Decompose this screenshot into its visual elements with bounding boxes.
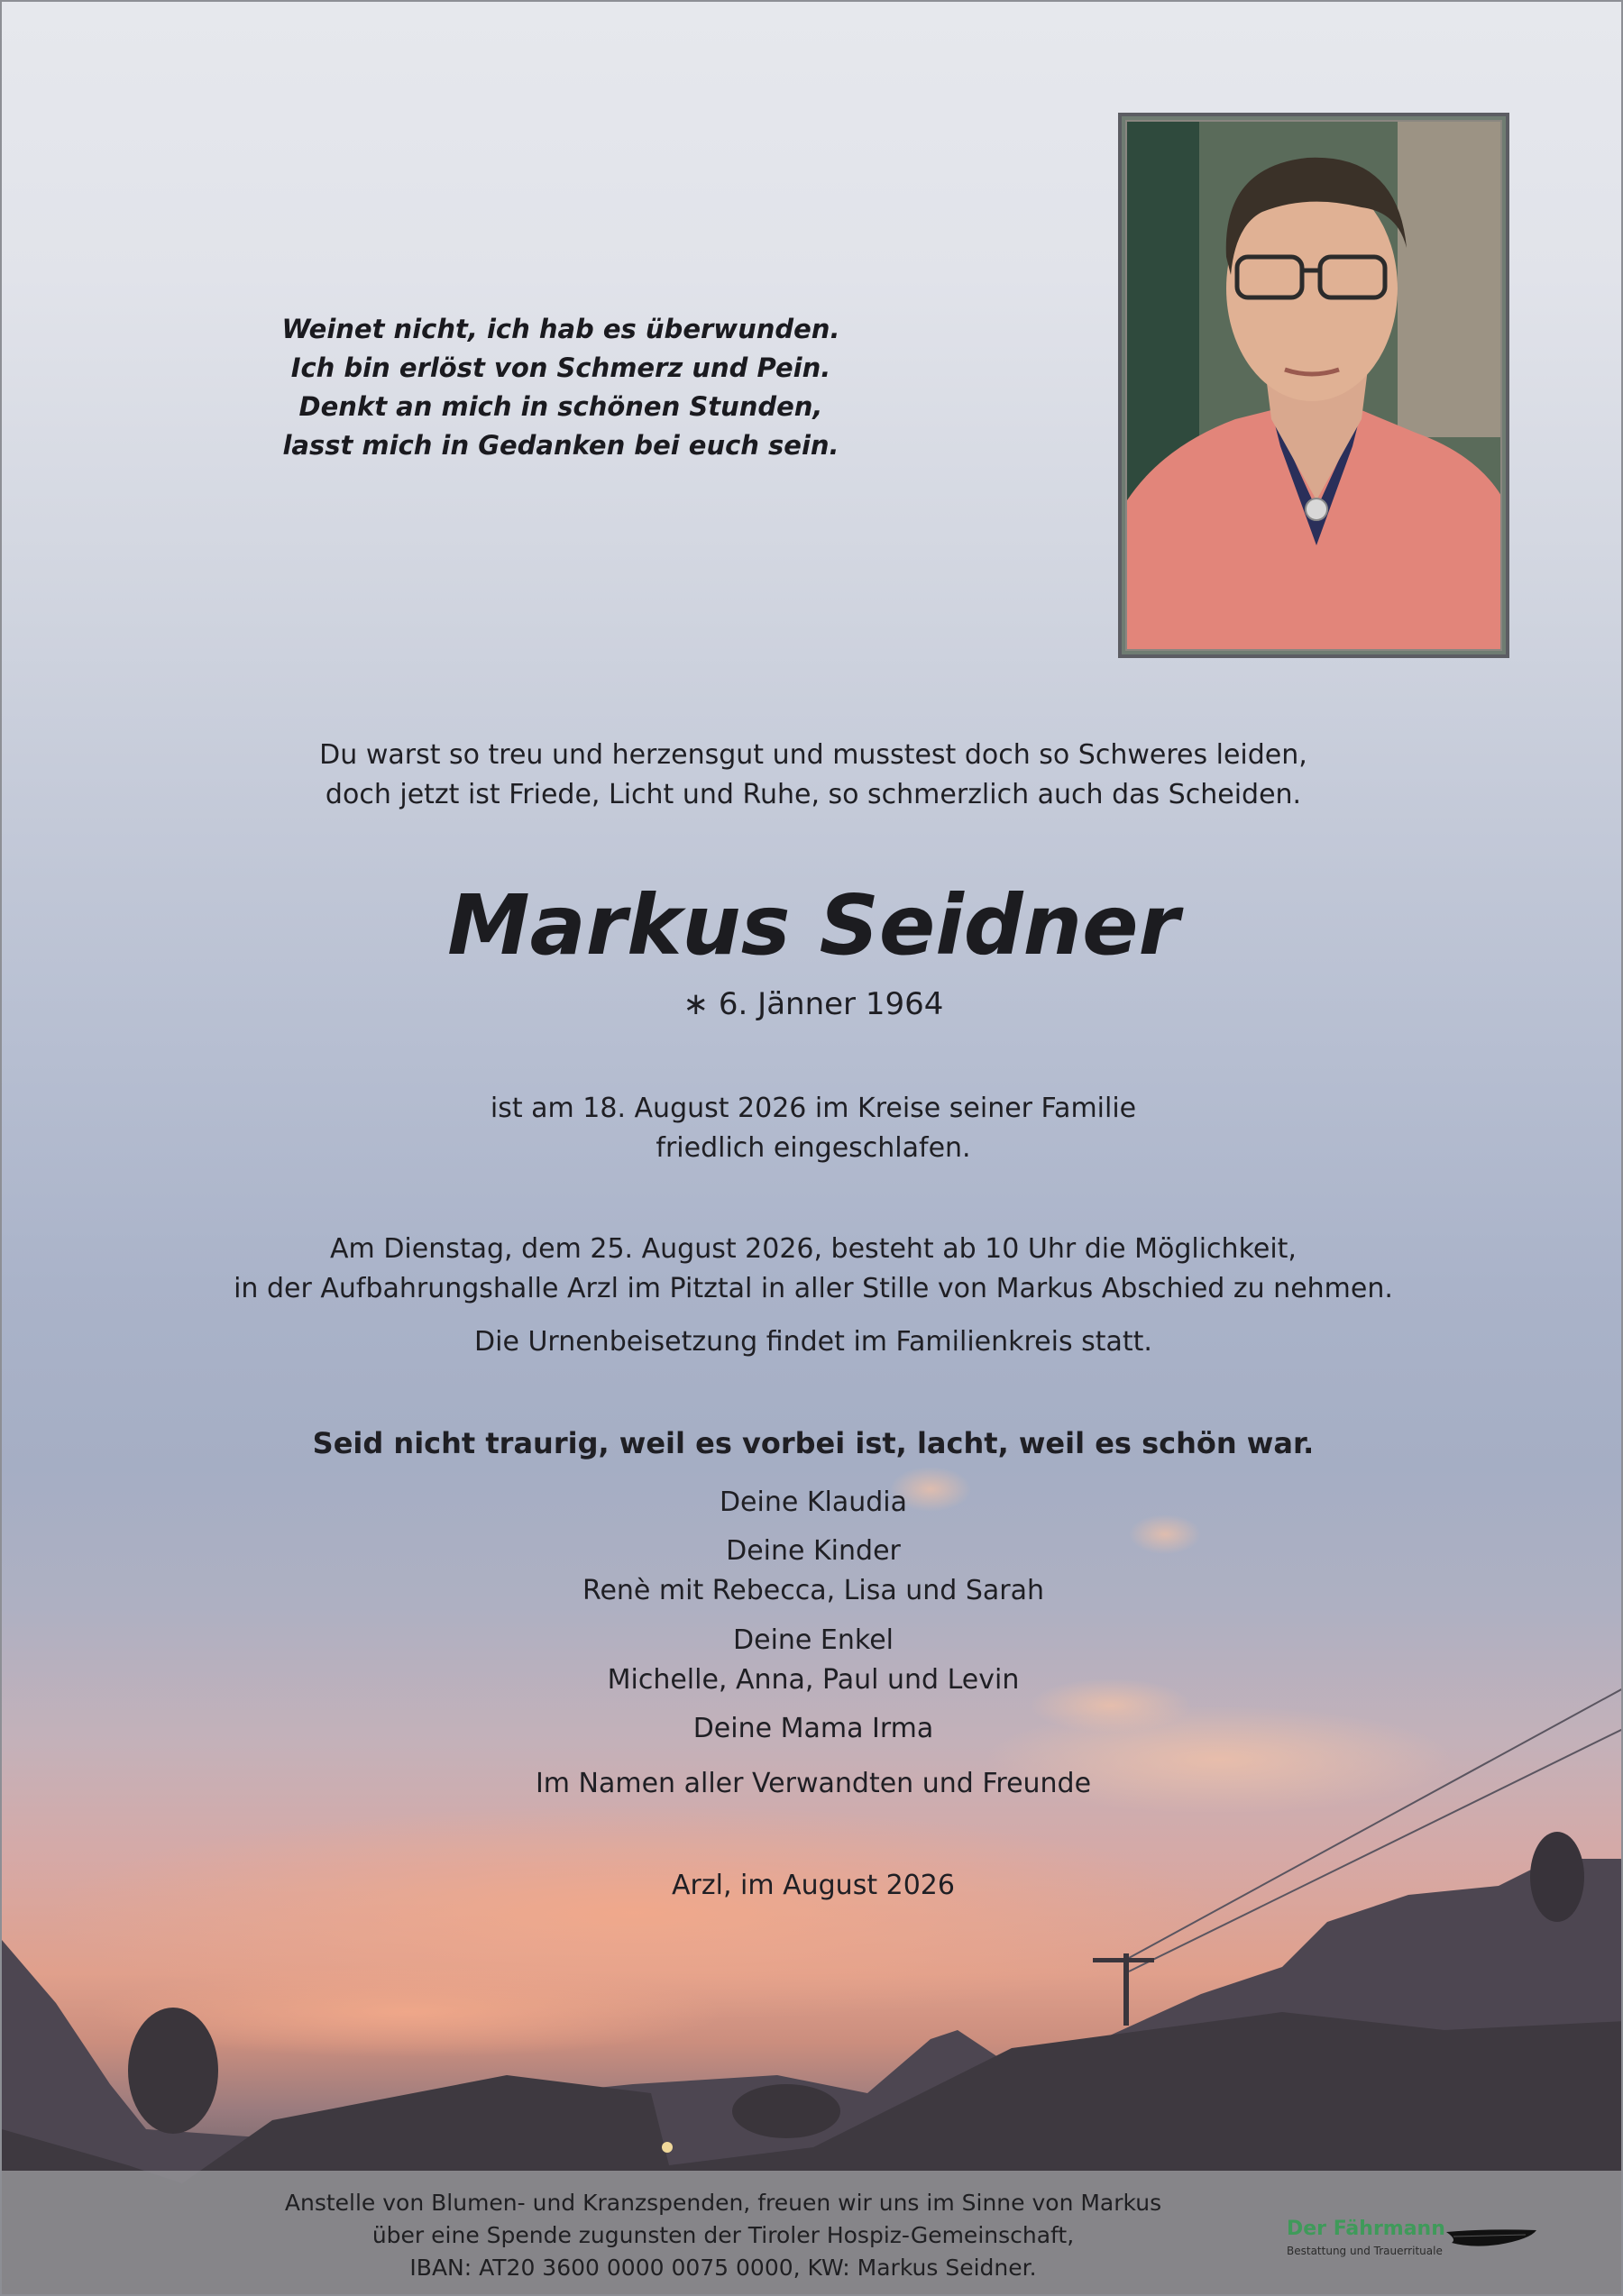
funeral-home-logo-tagline: Bestattung und Trauerrituale: [1287, 2245, 1443, 2257]
mourner-item: Deine Enkel: [733, 1624, 894, 1656]
death-line: ist am 18. August 2026 im Kreise seiner Familie: [490, 1093, 1137, 1124]
farewell-line: in der Aufbahrungshalle Arzl im Pitztal in aller Stille von Markus Abschied zu nehmen.: [234, 1273, 1393, 1304]
donation-line: über eine Spende zugunsten der Tiroler Hospiz-Gemeinschaft,: [371, 2222, 1075, 2248]
street-light: [662, 2142, 673, 2153]
place-date: Arzl, im August 2026: [672, 1870, 955, 1901]
mourner-item: Im Namen aller Verwandten und Freunde: [535, 1768, 1092, 1799]
death-line: friedlich eingeschlafen.: [656, 1132, 971, 1164]
funeral-home-logo-name: Der Fährmann: [1287, 2218, 1445, 2240]
boat-icon: [1444, 2227, 1538, 2250]
mourner-item: Renè mit Rebecca, Lisa und Sarah: [582, 1575, 1045, 1606]
poem-line: lasst mich in Gedanken bei euch sein.: [282, 430, 839, 461]
deceased-name: Markus Seidner: [447, 877, 1179, 974]
burial-notice: Die Urnenbeisetzung findet im Familienkreis statt.: [474, 1326, 1152, 1358]
portrait-photo-frame: [1118, 113, 1509, 658]
poem: [250, 310, 872, 465]
poem-line: Denkt an mich in schönen Stunden,: [298, 391, 823, 422]
portrait-photo: [1125, 120, 1502, 651]
poem-line: Ich bin erlöst von Schmerz und Pein.: [290, 352, 831, 383]
mourner-item: Deine Klaudia: [719, 1486, 908, 1518]
donation-note: [272, 2187, 1174, 2284]
tree: [128, 2008, 218, 2134]
farewell-line: Am Dienstag, dem 25. August 2026, besteht ab 10 Uhr die Möglichkeit,: [330, 1233, 1297, 1265]
birth-date: ∗ 6. Jänner 1964: [683, 986, 944, 1022]
mourner-item: Deine Mama Irma: [692, 1713, 934, 1744]
tree: [732, 2084, 840, 2138]
utility-pole-crossbar: [1093, 1958, 1154, 1962]
mourner-item: Michelle, Anna, Paul und Levin: [607, 1664, 1020, 1696]
donation-line: IBAN: AT20 3600 0000 0075 0000, KW: Markus Seidner.: [409, 2255, 1037, 2281]
motto: Seid nicht traurig, weil es vorbei ist, lacht, weil es schön war.: [312, 1426, 1315, 1460]
death-notice: [2, 1089, 1623, 1168]
intro-text: [2, 736, 1623, 815]
farewell-notice: [2, 1230, 1623, 1309]
intro-line: Du warst so treu und herzensgut und musstest doch so Schweres leiden,: [319, 739, 1307, 771]
donation-line: Anstelle von Blumen- und Kranzspenden, freuen wir uns im Sinne von Markus: [284, 2190, 1162, 2216]
portrait-photo: [1127, 122, 1502, 651]
utility-pole: [1123, 1953, 1129, 2026]
mourner-item: Deine Kinder: [726, 1535, 901, 1567]
intro-line: doch jetzt ist Friede, Licht und Ruhe, so schmerzlich auch das Scheiden.: [325, 779, 1302, 810]
poem-line: Weinet nicht, ich hab es überwunden.: [281, 314, 840, 344]
